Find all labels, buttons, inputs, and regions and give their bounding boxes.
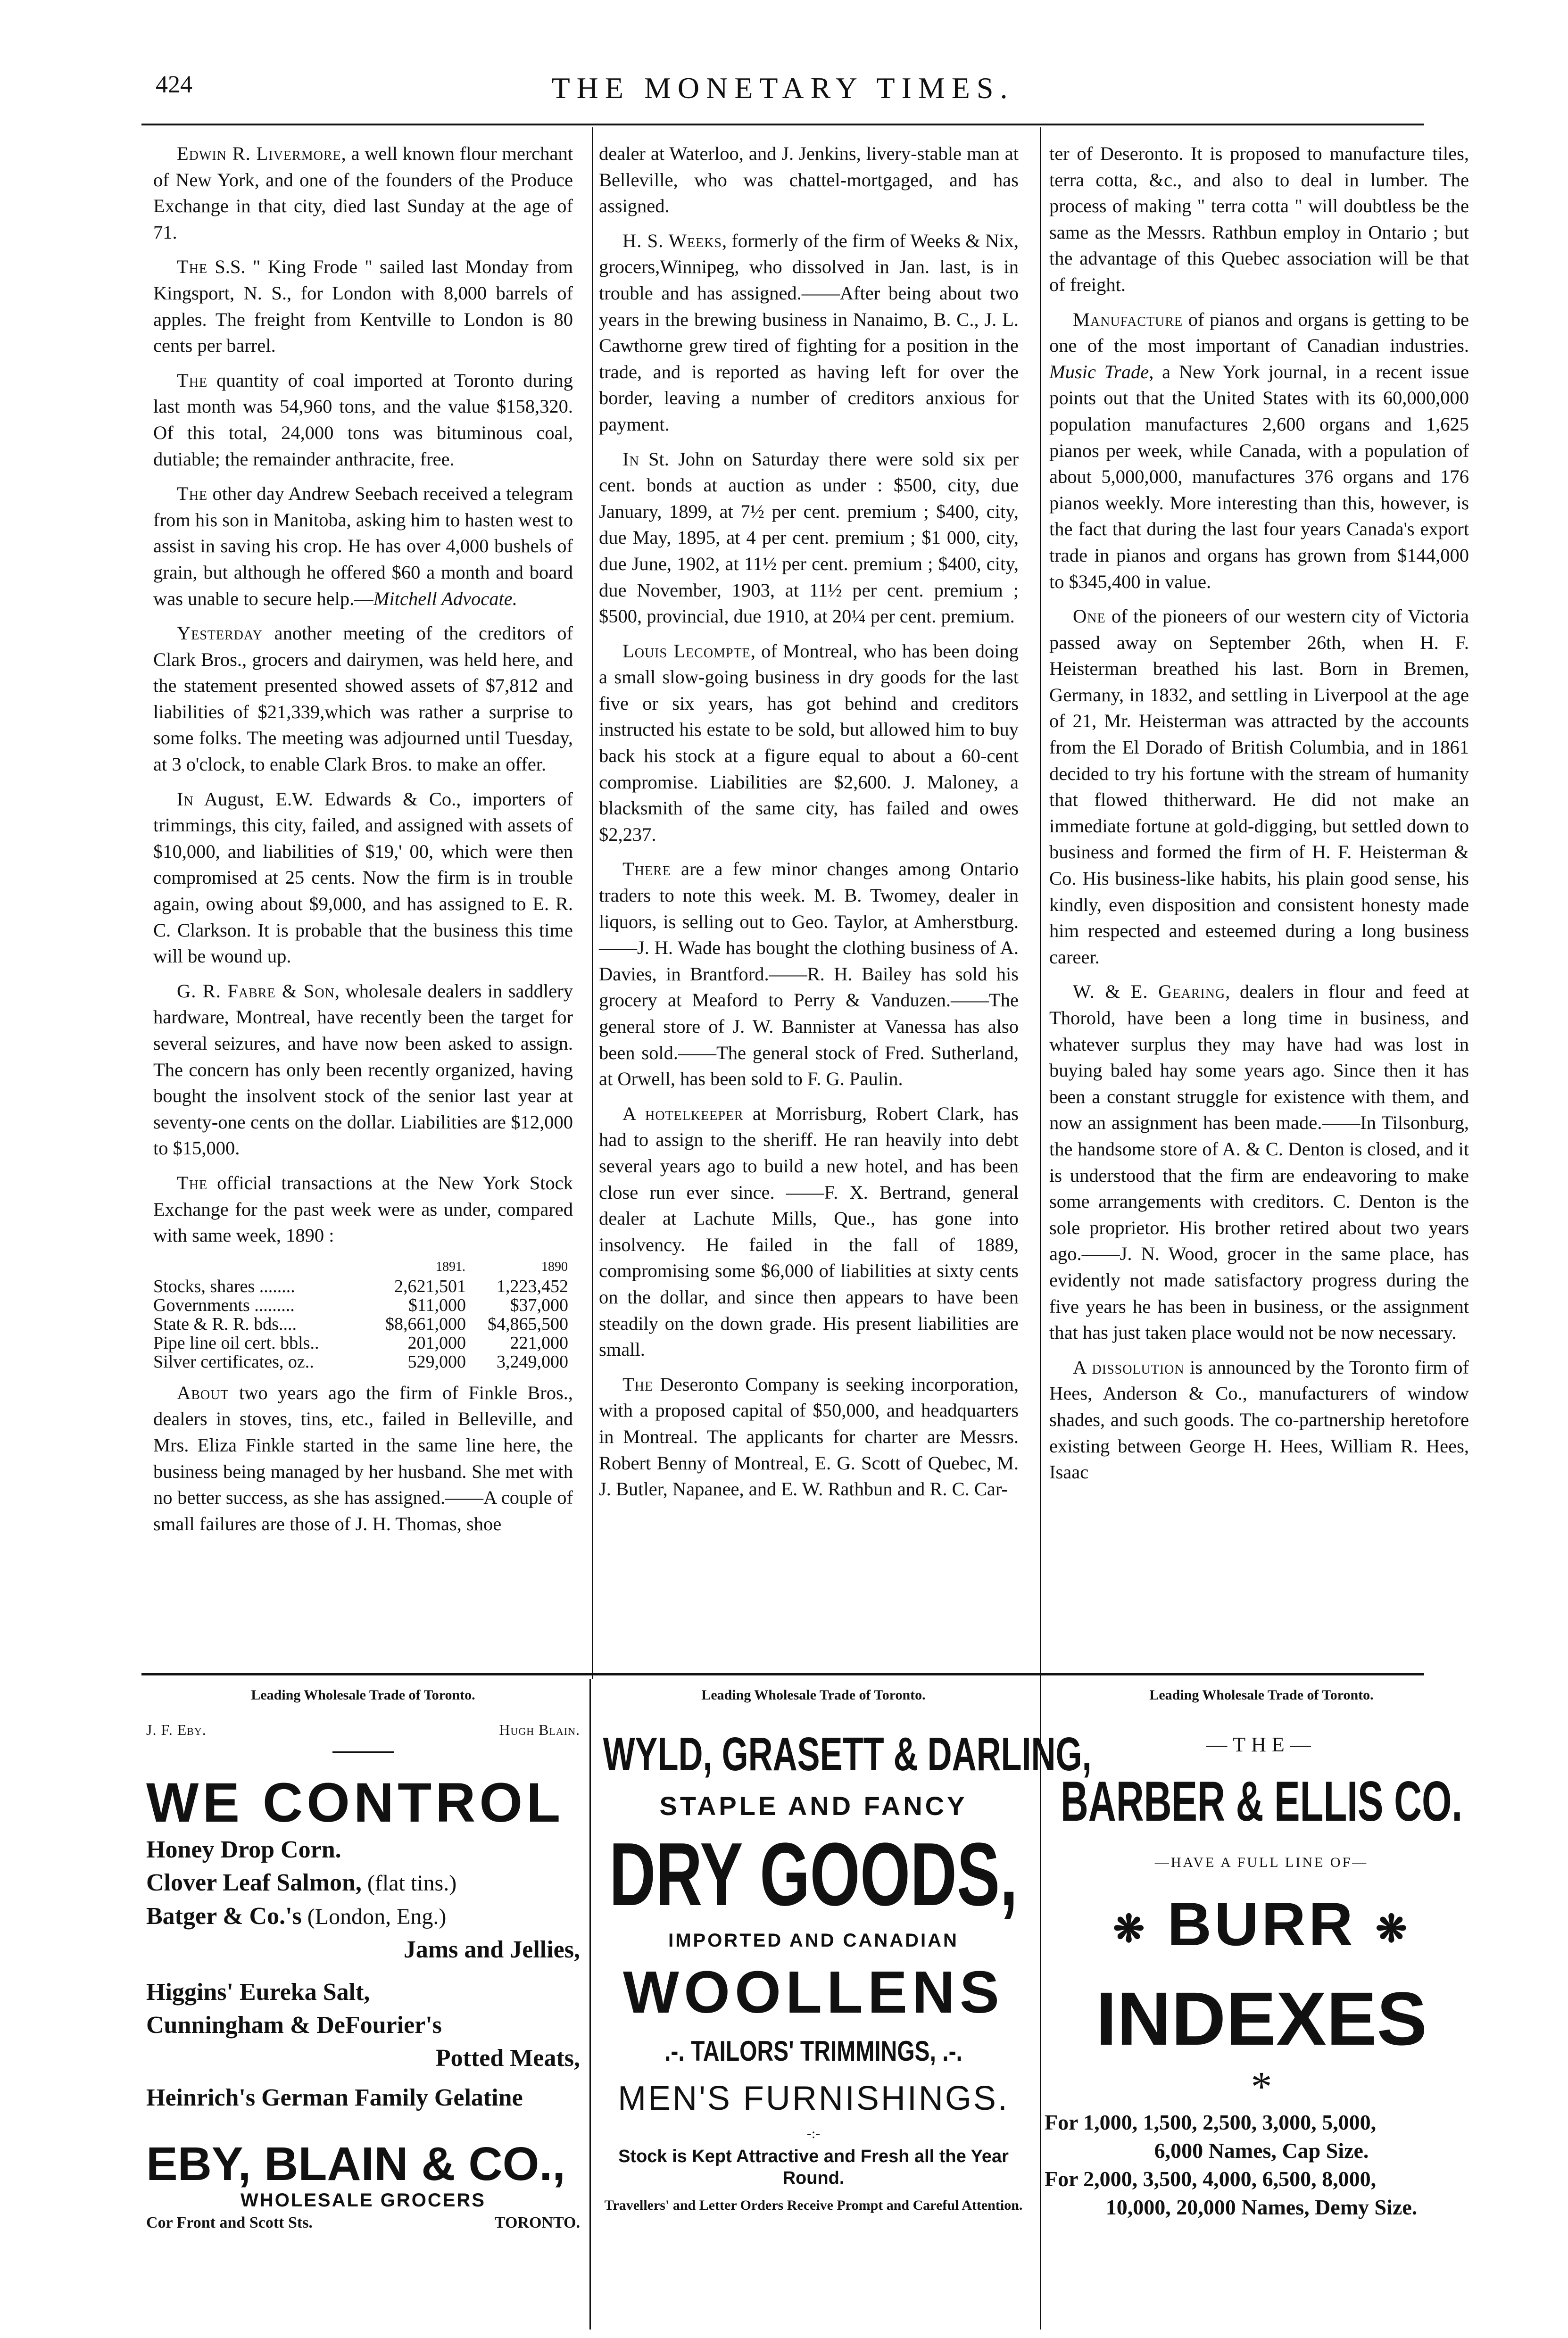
ad-rule	[332, 1751, 394, 1753]
article-hotelkeeper: A hotelkeeper at Morrisburg, Robert Clark, has had to assign to the sheriff. He ran heavily into debt several years ago to build a new hotel, and has been close run ever since. ——F. X. Bertrand, general dealer at Lachute Mills, Que., has gone into insolvency. He failed in the fall of 1889, compromising some $6,000 of liabilities at sixty cents on the dollar, and since then appears to have been steadily on the down grade. His present liabilities are small.	[599, 1103, 1019, 1360]
table-row: Stocks, shares ........ 2,621,501 1,223,452	[153, 1276, 568, 1296]
ad-barber-ellis	[1045, 1721, 1478, 2320]
ad-stock-line: Stock is Kept Attractive and Fresh all the Year Round.	[618, 2147, 1009, 2188]
article-seebach: The other day Andrew Seebach received a telegram from his son in Manitoba, asking him to hasten west to assist in saving his crop. He has over 4,000 bushels of grain, but although he offered $60 a month and board was unable to secure help.—Mitchell Advocate.	[153, 483, 573, 609]
article-st-john-bonds: In St. John on Saturday there were sold six per cent. bonds at auction as under : $500, city, due January, 1899, at 7½ per cent. premium ; $400, city, due May, 1895, at 4 per cent. premium ; $1 000, city, due June, 1902, at 11½ per cent. premium ; $400, city, due November, 1903, at 11½ per cent. premium ; $500, provincial, due 1910, at 20¼ per cent. premium.	[599, 448, 1019, 627]
company-tagline: WHOLESALE GROCERS	[241, 2190, 486, 2211]
article-livermore: Edwin R. Livermore, a well known flour merchant of New York, and one of the founders of the Produce Exchange in that city, died last Sunday at the age of 71.	[153, 143, 573, 243]
ad-line: DRY GOODS,	[609, 1824, 1018, 1924]
snowflake-ornament-icon: ❋	[1113, 1907, 1148, 1950]
article-deseronto-cont: ter of Deseronto. It is proposed to manufacture tiles, terra cotta, &c., and also to deal in lumber. The process of making " terra cotta " will doubtless be the same as the Messrs. Rathbun employ in Ontario ; but the advantage of this Quebec association will be that of freight.	[1049, 143, 1469, 295]
ad-line: STAPLE AND FANCY	[659, 1791, 968, 1821]
product-item: Higgins' Eureka Salt,	[146, 1979, 370, 2006]
burr-headline: ❋ BURR ❋	[1113, 1890, 1410, 1958]
year-1891: 1891.	[435, 1259, 465, 1274]
article-clark-bros: Yesterday another meeting of the creditors of Clark Bros., grocers and dairymen, was held here, and the statement presented showed assets of $7,812 and liabilities of $21,339,which was rather a surprise to some folks. The meeting was adjourned until Tuesday, at 3 o'clock, to enable Clark Bros. to make an offer.	[153, 622, 573, 775]
table-row: State & R. R. bds.... $8,661,000 $4,865,500	[153, 1314, 568, 1334]
article-pianos-organs: Manufacture of pianos and organs is getting to be one of the most important of Canadian industries. Music Trade, a New York journal, in a recent issue points out that the United States with its 60,000,000 population manufactures 2,600 organs and 1,625 pianos per week, while Canada, with a population of about 5,000,000, manufactures 376 organs and 176 pianos weekly. More interesting than this, however, is the fact that during the last four years Canada's export trade in pianos and organs has grown from $144,000 to $345,400 in value.	[1049, 308, 1469, 592]
product-item: Honey Drop Corn.	[146, 1836, 341, 1863]
article-king-frode: The S.S. " King Frode " sailed last Monday from Kingsport, N. S., for London with 8,000 barrels of apples. The freight from Kentville to London is 80 cents per barrel.	[153, 256, 573, 357]
size-line: 6,000 Names, Cap Size.	[1154, 2138, 1369, 2163]
ad-line: .-. TAILORS' TRIMMINGS, .-.	[664, 2035, 962, 2067]
page-number: 424	[156, 71, 192, 98]
firm-name: WYLD, GRASETT & DARLING,	[603, 1728, 1092, 1781]
ads-separator-rule	[141, 1673, 1424, 1675]
ad-line: —HAVE A FULL LINE OF—	[1154, 1855, 1369, 1870]
ad-the: —THE—	[1206, 1733, 1317, 1756]
asterisk-ornament-icon: *	[1251, 2063, 1272, 2110]
year-1890: 1890	[541, 1259, 568, 1274]
article-ontario-changes: There are a few minor changes among Ontario traders to note this week. M. B. Twomey, dealer in liquors, is selling out to Geo. Taylor, at Amherstburg.——J. H. Wade has bought the clothing business of A. Davies, in Brantford.——R. H. Bailey has sold his grocery at Meaford to Perry & Vanduzen.——The general store of J. W. Bannister at Vanessa has also been sold.——The general stock of Fred. Sutherland, at Orwell, has been sold to F. G. Paulin.	[599, 858, 1019, 1090]
article-fabre: G. R. Fabre & Son, wholesale dealers in saddlery hardware, Montreal, have recently been the target for several seizures, and have now been asked to assign. The concern has only been recently organized, having bought the insolvent stock of the senior last year at seventy-one cents on the dollar. Liabilities are $12,000 to $15,000.	[153, 980, 573, 1159]
product-item: Potted Meats,	[435, 2045, 580, 2072]
article-gearing: W. & E. Gearing, dealers in flour and feed at Thorold, have been a long time in business, and whatever surplus they may have had was lost in buying baled hay some years ago. Since then it has been a constant struggle for existence with them, and now an assignment has been made.——In Tilsonburg, the handsome store of A. & C. Denton is closed, and it is understood that the firm are endeavoring to make some arrangements with creditors. C. Denton is the sole proprietor. His brother retired about two years ago.——J. N. Wood, grocer in the same place, has evidently not made satisfactory progress during the five years he has been in business, or the assignment that has just taken place would not be now necessary.	[1049, 981, 1469, 1343]
article-finkle: About two years ago the firm of Finkle Bros., dealers in stoves, tins, etc., failed in Belleville, and Mrs. Eliza Finkle started in the same line here, the business being managed by her husband. She met with no better success, as she has assigned.——A couple of small failures are those of J. H. Thomas, shoe	[153, 1382, 573, 1534]
table-row: Pipe line oil cert. bbls.. 201,000 221,000	[153, 1333, 568, 1353]
article-weeks: H. S. Weeks, formerly of the firm of Weeks & Nix, grocers,Winnipeg, who dissolved in Jan. last, is in trouble and has assigned.——After being about two years in the brewing business in Nanaimo, B. C., J. L. Cawthorne grew tired of fighting for a position in the trade, and is reported as having left for over the border, leaving a number of creditors anxious for payment.	[599, 230, 1019, 435]
column-divider	[592, 127, 593, 1679]
product-item: Cunningham & DeFourier's	[146, 2012, 442, 2039]
column-divider	[1040, 127, 1041, 1679]
masthead-title: THE MONETARY TIMES.	[551, 71, 1014, 105]
article-coal-imports: The quantity of coal imported at Toronto during last month was 54,960 tons, and the value $158,320. Of this total, 24,000 tons was bituminous coal, dutiable; the remainder anthracite, free.	[153, 369, 573, 470]
stock-exchange-table	[153, 1257, 568, 1371]
header-rule	[141, 124, 1424, 125]
ad-line: WOOLLENS	[623, 1959, 1004, 2025]
company-name: EBY, BLAIN & CO.,	[146, 2138, 565, 2190]
product-item: Clover Leaf Salmon, (flat tins.)	[146, 1869, 457, 1896]
ad-line: MEN'S FURNISHINGS.	[618, 2080, 1009, 2117]
page-header	[156, 71, 1410, 116]
table-row: Silver certificates, oz.. 529,000 3,249,000	[153, 1351, 568, 1372]
firm-name: BARBER & ELLIS CO.	[1060, 1770, 1463, 1833]
partner-names	[146, 1721, 580, 1745]
article-deseronto: The Deseronto Company is seeking incorporation, with a proposed capital of $50,000, and headquarters in Montreal. The applicants for charter are Messrs. Robert Benny of Montreal, E. G. Scott of Quebec, M. J. Butler, Napanee, and E. W. Rathbun and R. C. Car-	[599, 1373, 1019, 1500]
indexes-headline: INDEXES	[1095, 1976, 1427, 2061]
ornament: -:-	[806, 2126, 821, 2141]
ad-eby-blain	[146, 1721, 580, 2320]
ad-travellers-line: Travellers' and Letter Orders Receive Prompt and Careful Attention.	[604, 2197, 1023, 2213]
product-item: Jams and Jellies,	[403, 1936, 580, 1963]
ad-line: IMPORTED AND CANADIAN	[668, 1930, 959, 1951]
stock-table-header	[153, 1257, 568, 1277]
snowflake-ornament-icon: ❋	[1375, 1907, 1410, 1950]
ad-headline: WE CONTROL	[146, 1772, 564, 1834]
column-2	[599, 141, 1019, 1668]
ad-heading-3: Leading Wholesale Trade of Toronto.	[1149, 1687, 1374, 1703]
column-3	[1049, 141, 1469, 1668]
size-line: For 1,000, 1,500, 2,500, 3,000, 5,000,	[1045, 2110, 1377, 2134]
table-row: Governments ......... $11,000 $37,000	[153, 1295, 568, 1315]
ad-heading-2: Leading Wholesale Trade of Toronto.	[701, 1687, 926, 1703]
column-1	[153, 141, 573, 1668]
article-edwards: In August, E.W. Edwards & Co., importers of trimmings, this city, failed, and assigned with assets of $10,000, and liabilities of $19,' 00, which were then compromised at 25 cents. Now the firm is in trouble again, owing about $9,000, and has assigned to E. R. C. Clarkson. It is probable that the business this time will be wound up.	[153, 788, 573, 967]
partner-eby: J. F. Eby.	[146, 1721, 207, 1738]
size-line: For 2,000, 3,500, 4,000, 6,500, 8,000,	[1045, 2166, 1377, 2191]
size-line: 10,000, 20,000 Names, Demy Size.	[1105, 2195, 1418, 2219]
product-item: Heinrich's German Family Gelatine	[146, 2084, 523, 2111]
partner-blain: Hugh Blain.	[499, 1721, 580, 1738]
article-stock-exchange: The official transactions at the New York Stock Exchange for the past week were as under, compared with same week, 1890 :	[153, 1172, 573, 1246]
article-dissolution: A dissolution is announced by the Toronto firm of Hees, Anderson & Co., manufacturers of window shades, and such goods. The co-partnership heretofore existing between George H. Hees, William R. Hees, Isaac	[1049, 1356, 1469, 1483]
ad-divider	[589, 1679, 591, 2330]
ad-heading-1: Leading Wholesale Trade of Toronto.	[251, 1687, 475, 1703]
article-thomas-cont: dealer at Waterloo, and J. Jenkins, livery-stable man at Belleville, who was chattel-mortgaged, and has assigned.	[599, 143, 1019, 217]
ad-wyld-grasett	[597, 1721, 1092, 2320]
article-lecompte: Louis Lecompte, of Montreal, who has been doing a small slow-going business in dry goods for the last five or six years, has got behind and creditors instructed his estate to be sold, but allowed him to buy back his stock at a figure equal to about a 60-cent compromise. Liabilities are $2,600. J. Maloney, a blacksmith of the same city, has failed and owes $2,237.	[599, 640, 1019, 845]
article-heisterman: One of the pioneers of our western city of Victoria passed away on September 26th, when H. F. Heisterman breathed his last. Born in Bremen, Germany, in 1832, and settling in Liverpool at the age of 21, Mr. Heisterman was attracted by the accounts from the El Dorado of British Columbia, and in 1861 decided to try his fortune with the stream of humanity that flowed thitherward. He did not make an immediate fortune at gold-digging, but settled down to business and formed the firm of H. F. Heisterman & Co. His business-like habits, his plain good sense, his kindly, even disposition and consistent honesty made him respected and esteemed during a long business career.	[1049, 605, 1469, 968]
company-address: Cor Front and Scott Sts. TORONTO.	[146, 2214, 580, 2231]
product-item: Batger & Co.'s (London, Eng.)	[146, 1903, 447, 1930]
